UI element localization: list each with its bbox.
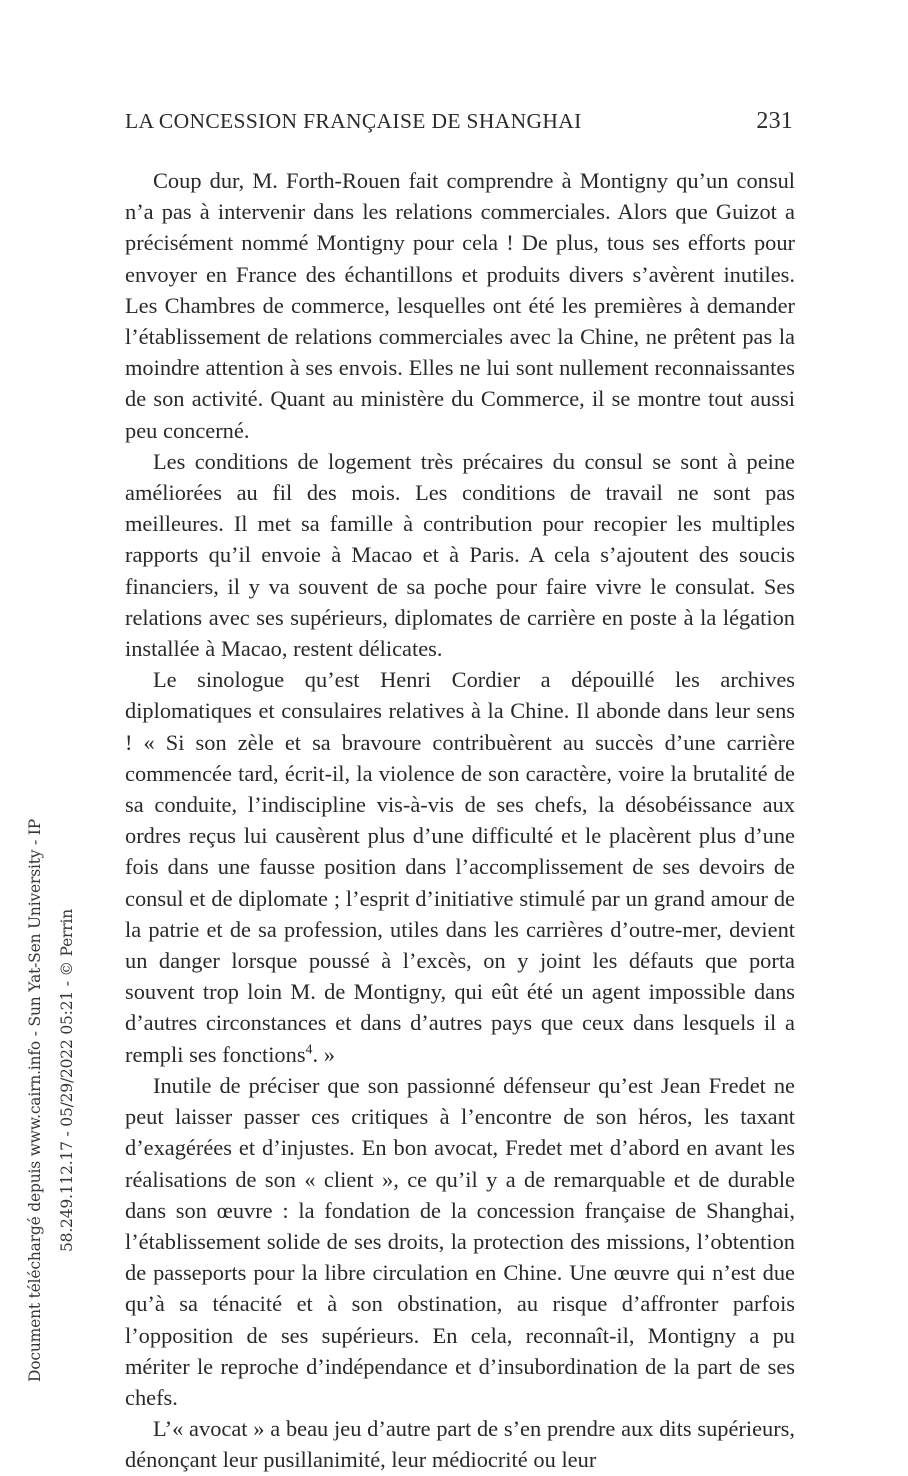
paragraph-cordier-text: Le sinologue qu’est Henri Cordier a dépouillé les archives diplomatiques et consulaires relatives à la Chine. Il abonde dans leur sens ! « Si son zèle et sa bravoure contribuèrent au succès d’une carrière commencée tard, écrit-il, la violence de son caractère, voire la brutalité de sa conduite, l’indiscipline vis-à-vis de ses chefs, la désobéissance aux ordres reçus lui causèrent plus d’une difficulté et le placèrent plus d’une fois dans une fausse position dans l’accomplissement de ses devoirs de consul et de diplomate ; l’esprit d’initiative stimulé par un grand amour de la patrie et de sa profession, utiles dans les carrières d’outre-mer, devient un danger lorsque poussé à l’excès, on y joint les défauts que porta souvent trop loin M. de Montigny, qui eût été un agent impossible dans d’autres circonstances et dans d’autres pays que ceux dans lesquels il a rempli ses fonctions [125, 667, 795, 1067]
body-text-column [125, 165, 795, 1476]
running-head-title: LA CONCESSION FRANÇAISE DE SHANGHAI [125, 109, 582, 133]
running-head [125, 108, 795, 142]
paragraph-cordier [125, 664, 795, 1070]
footnote-reference-4[interactable]: 4 [305, 1042, 313, 1058]
sidenote-download-source: Document téléchargé depuis www.cairn.info - Sun Yat-Sen University - IP [26, 819, 44, 1382]
paragraph-coup-dur: Coup dur, M. Forth-Rouen fait comprendre à Montigny qu’un consul n’a pas à intervenir dans les relations commerciales. Alors que Guizot a précisément nommé Montigny pour cela ! De plus, tous ses efforts pour envoyer en France des échantillons et produits divers s’avèrent inutiles. Les Chambres de commerce, lesquelles ont été les premières à demander l’établissement de relations commerciales avec la Chine, ne prêtent pas la moindre attention à ses envois. Elles ne lui sont nullement reconnaissantes de son activité. Quant au ministère du Commerce, il se montre tout aussi peu concerné. [125, 168, 795, 443]
paragraph-avocat: L’« avocat » a beau jeu d’autre part de s’en prendre aux dits supérieurs, dénonçant leur pusillanimité, leur médiocrité ou leur [125, 1416, 795, 1473]
paragraph-conditions: Les conditions de logement très précaires du consul se sont à peine améliorées au fil des mois. Les conditions de travail ne sont pas meilleures. Il met sa famille à contribution pour recopier les multiples rapports qu’il envoie à Macao et à Paris. A cela s’ajoutent des soucis financiers, il y va souvent de sa poche pour faire vivre le consulat. Ses relations avec ses supérieurs, diplomates de carrière en poste à la légation installée à Macao, restent délicates. [125, 448, 795, 662]
paragraph-fredet: Inutile de préciser que son passionné défenseur qu’est Jean Fredet ne peut laisser passer ces critiques à l’encontre de son héros, les taxant d’exagérées et d’injustes. En bon avocat, Fredet met d’abord en avant les réalisations de son « client », ce qu’il y a de remarquable et de durable dans son œuvre : la fondation de la concession française de Shanghai, l’établissement solide de ses droits, la protection des missions, l’obtention de passeports pour la libre circulation en Chine. Une œuvre qui n’est due qu’à sa ténacité et à son obstination, au risque d’affronter parfois l’opposition de ses supérieurs. En cela, reconnaît-il, Montigny a pu mériter le reproche d’indépendance et d’insubordination de la part de ses chefs. [125, 1072, 795, 1410]
sidenote-ip-timestamp: 58.249.112.17 - 05/29/2022 05:21 - © Perrin [58, 908, 76, 1252]
paragraph-cordier-tail: . » [312, 1041, 335, 1067]
page-number: 231 [756, 108, 793, 134]
